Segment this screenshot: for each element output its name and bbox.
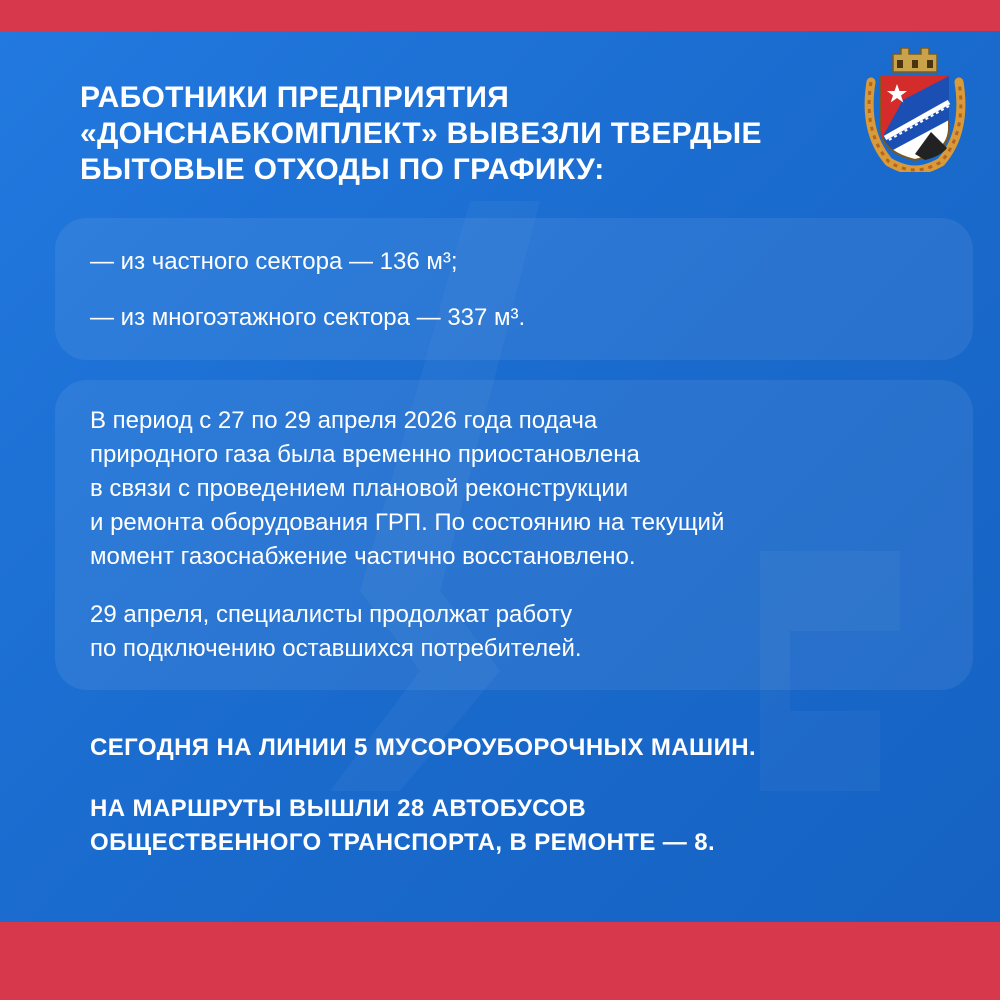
city-coat-of-arms-icon — [863, 42, 967, 172]
garbage-trucks-summary: СЕГОДНЯ НА ЛИНИИ 5 МУСОРОУБОРОЧНЫХ МАШИН. — [90, 734, 757, 761]
gas-followup-paragraph — [90, 598, 960, 666]
gas-notice-paragraph — [90, 404, 960, 574]
title-line: РАБОТНИКИ ПРЕДПРИЯТИЯ — [80, 81, 510, 114]
text-line: НА МАРШРУТЫ ВЫШЛИ 28 АВТОБУСОВ — [90, 795, 587, 822]
title-line: БЫТОВЫЕ ОТХОДЫ ПО ГРАФИКУ: — [80, 153, 605, 186]
private-sector-waste: — из частного сектора — 136 м³; — [90, 248, 458, 275]
page-title — [80, 80, 860, 188]
waste-stats-card — [55, 218, 973, 360]
text-line: момент газоснабжение частично восстановлено. — [90, 543, 636, 570]
text-line: по подключению оставшихся потребителей. — [90, 635, 582, 662]
text-line: природного газа была временно приостановлена — [90, 441, 640, 468]
text-line: 29 апреля, специалисты продолжат работу — [90, 601, 573, 628]
title-line: «ДОНСНАБКОМПЛЕКТ» ВЫВЕЗЛИ ТВЕРДЫЕ — [80, 117, 762, 150]
text-line: и ремонта оборудования ГРП. По состоянию на текущий — [90, 509, 725, 536]
bottom-accent-bar — [0, 922, 1000, 1000]
text-line: В период с 27 по 29 апреля 2026 года подача — [90, 407, 598, 434]
top-accent-bar — [0, 0, 1000, 31]
text-line: в связи с проведением плановой реконструкции — [90, 475, 629, 502]
apartment-sector-waste: — из многоэтажного сектора — 337 м³. — [90, 304, 526, 331]
buses-summary — [90, 792, 715, 860]
text-line: ОБЩЕСТВЕННОГО ТРАНСПОРТА, В РЕМОНТЕ — 8. — [90, 829, 716, 856]
